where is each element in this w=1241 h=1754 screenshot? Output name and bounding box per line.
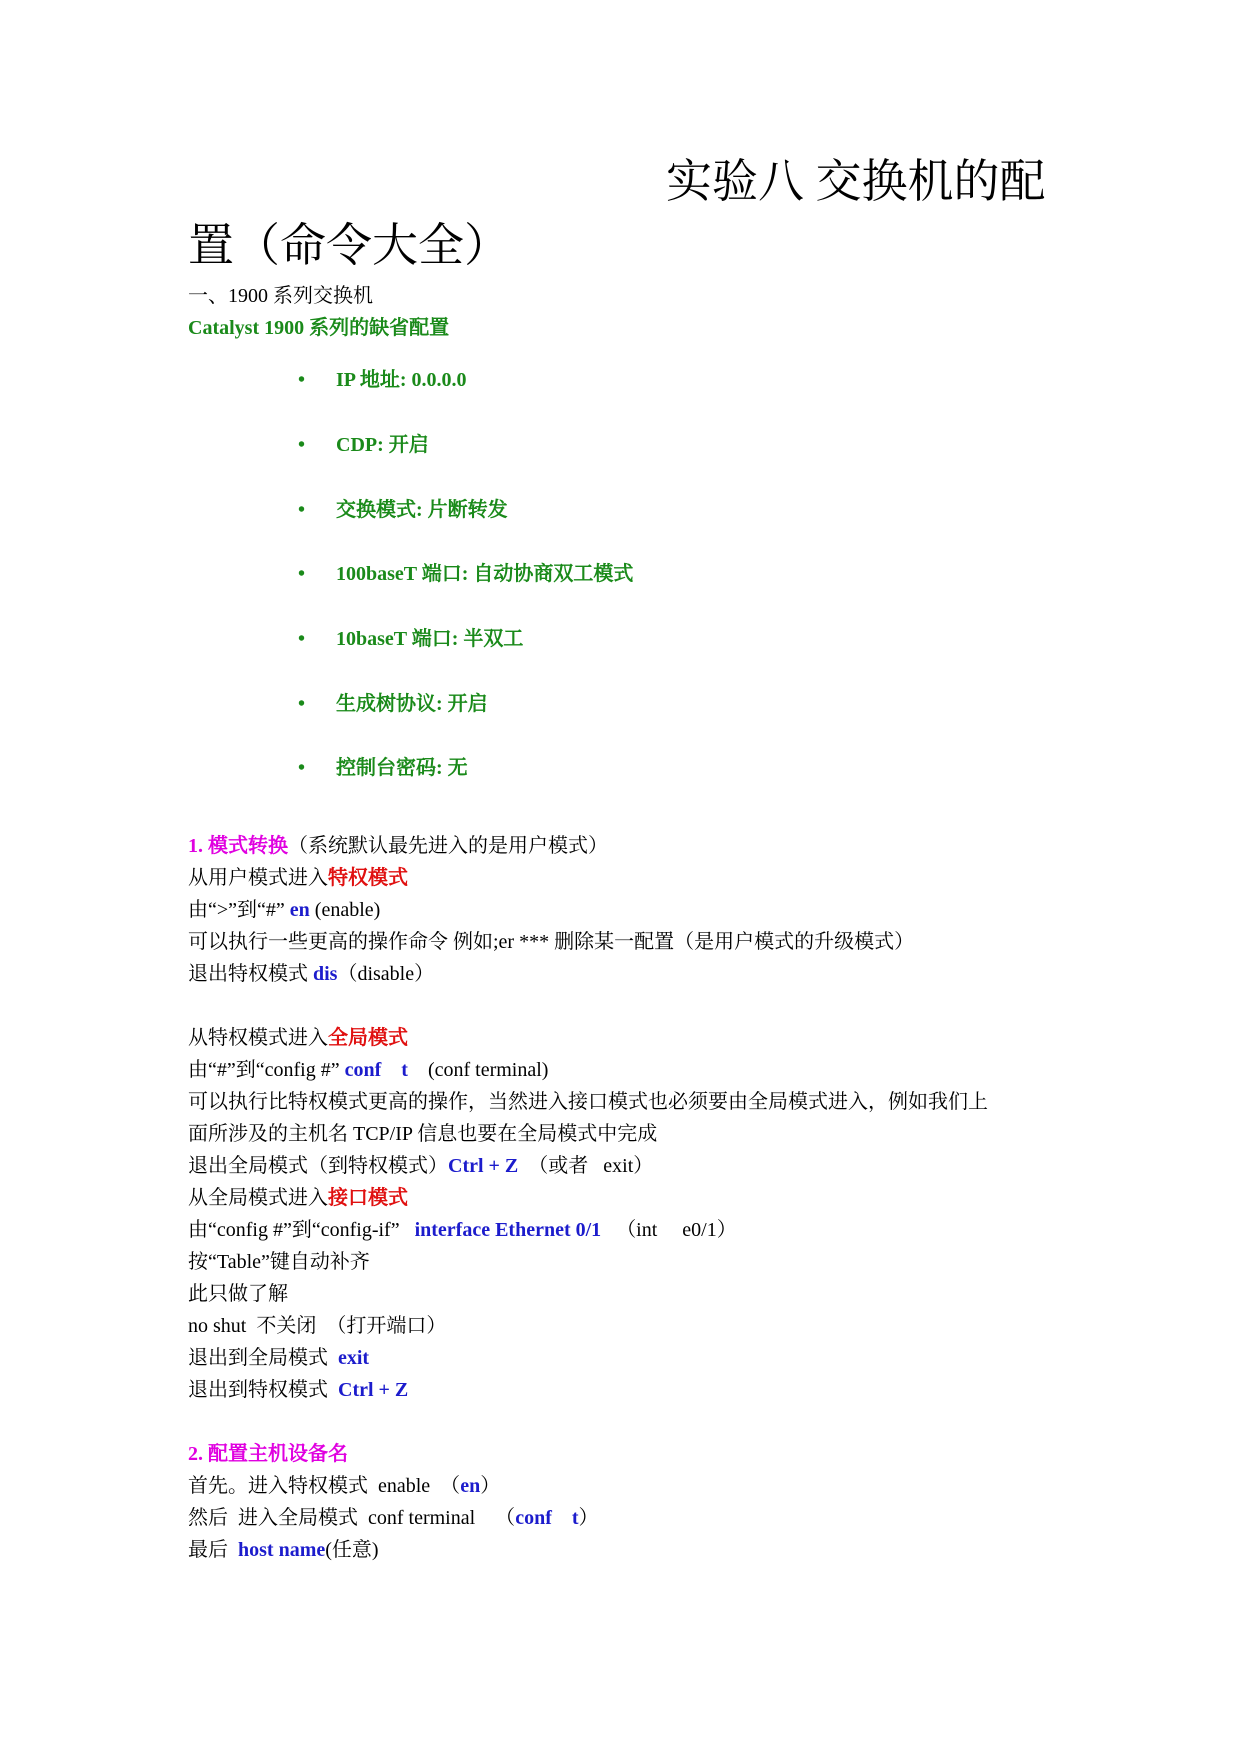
paragraph-line xyxy=(188,1536,379,1564)
paragraph-line: no shut 不关闭 （打开端口） xyxy=(188,1315,447,1337)
paragraph-line: 此只做了解 xyxy=(188,1283,288,1305)
text-span: 退出全局模式（到特权模式） xyxy=(188,1155,448,1177)
text-span: 最后 xyxy=(188,1539,238,1561)
bullet-icon: • xyxy=(298,757,306,779)
text-span: 退出特权模式 xyxy=(188,963,313,985)
paragraph-line xyxy=(188,1216,737,1244)
text-span: 由“#”到“config #” xyxy=(188,1059,345,1081)
text-span: （int e0/1） xyxy=(601,1219,737,1241)
paragraph-line xyxy=(188,1024,408,1052)
bullet-icon: • xyxy=(298,434,306,456)
highlight-privileged-mode: 特权模式 xyxy=(328,867,408,889)
command-conf-t: conf t xyxy=(515,1507,579,1529)
command-dis: dis xyxy=(313,963,338,985)
paragraph-line xyxy=(188,896,380,924)
text-span: 从特权模式进入 xyxy=(188,1027,328,1049)
bullet-icon: • xyxy=(298,499,306,521)
highlight-global-mode: 全局模式 xyxy=(328,1027,408,1049)
highlight-interface-mode: 接口模式 xyxy=(328,1187,408,1209)
command-exit: exit xyxy=(338,1347,370,1369)
text-span: 然后 进入全局模式 conf terminal （ xyxy=(188,1507,516,1529)
paragraph-line: 可以执行一些更高的操作命令 例如;er *** 删除某一配置（是用户模式的升级模式） xyxy=(188,931,915,953)
command-interface-ethernet: interface Ethernet 0/1 xyxy=(414,1219,602,1241)
paragraph-line xyxy=(188,1184,408,1212)
item1-heading xyxy=(188,832,608,860)
text-span: (任意) xyxy=(325,1539,379,1561)
paragraph-line: 可以执行比特权模式更高的操作，当然进入接口模式也必须要由全局模式进入，例如我们上 xyxy=(188,1091,988,1113)
paragraph-line: 按“Table”键自动补齐 xyxy=(188,1251,370,1273)
command-en: en xyxy=(289,899,310,921)
text-span: (enable) xyxy=(309,899,381,921)
paragraph-line xyxy=(188,1056,548,1084)
bullet-icon: • xyxy=(298,628,306,650)
item1-number: 1. 模式转换 xyxy=(188,835,288,857)
bullet-icon: • xyxy=(298,693,306,715)
command-host-name: host name xyxy=(238,1539,326,1561)
text-span: 由“>”到“#” xyxy=(188,899,290,921)
list-item-text: 10baseT 端口: 半双工 xyxy=(336,628,524,650)
text-span: 退出到全局模式 xyxy=(188,1347,338,1369)
paragraph-line: 面所涉及的主机名 TCP/IP 信息也要在全局模式中完成 xyxy=(188,1123,658,1145)
text-span: ） xyxy=(578,1507,599,1529)
paragraph-line xyxy=(188,1344,369,1372)
text-span: 从用户模式进入 xyxy=(188,867,328,889)
paragraph-line xyxy=(188,864,408,892)
text-span: （或者 exit） xyxy=(518,1155,654,1177)
item1-note: （系统默认最先进入的是用户模式） xyxy=(288,835,608,857)
default-config-heading: Catalyst 1900 系列的缺省配置 xyxy=(188,317,450,339)
bullet-icon: • xyxy=(298,369,306,391)
text-span: (conf terminal) xyxy=(407,1059,549,1081)
command-ctrl-z: Ctrl + Z xyxy=(448,1155,519,1177)
paragraph-line xyxy=(188,1472,500,1500)
paragraph-line xyxy=(188,1376,408,1404)
paragraph-line xyxy=(188,1504,599,1532)
list-item-text: IP 地址: 0.0.0.0 xyxy=(336,369,467,391)
text-span: （disable） xyxy=(337,963,435,985)
list-item-text: 100baseT 端口: 自动协商双工模式 xyxy=(336,563,634,585)
paragraph-line xyxy=(188,960,434,988)
section-heading: 一、1900 系列交换机 xyxy=(188,285,373,307)
command-conf-t: conf t xyxy=(344,1059,408,1081)
title-line-1: 实验八 交换机的配 xyxy=(666,156,1046,207)
bullet-icon: • xyxy=(298,563,306,585)
text-span: 退出到特权模式 xyxy=(188,1379,338,1401)
text-span: 由“config #”到“config-if” xyxy=(188,1219,415,1241)
text-span: 从全局模式进入 xyxy=(188,1187,328,1209)
title-line-2: 置（命令大全） xyxy=(188,220,510,271)
list-item-text: 交换模式: 片断转发 xyxy=(336,499,508,521)
command-ctrl-z: Ctrl + Z xyxy=(338,1379,409,1401)
text-span: 首先。进入特权模式 enable （ xyxy=(188,1475,461,1497)
list-item-text: 生成树协议: 开启 xyxy=(336,693,488,715)
list-item-text: 控制台密码: 无 xyxy=(336,757,468,779)
item2-heading: 2. 配置主机设备名 xyxy=(188,1443,348,1465)
list-item-text: CDP: 开启 xyxy=(336,434,429,456)
text-span: ） xyxy=(480,1475,501,1497)
command-en: en xyxy=(460,1475,481,1497)
paragraph-line xyxy=(188,1152,653,1180)
